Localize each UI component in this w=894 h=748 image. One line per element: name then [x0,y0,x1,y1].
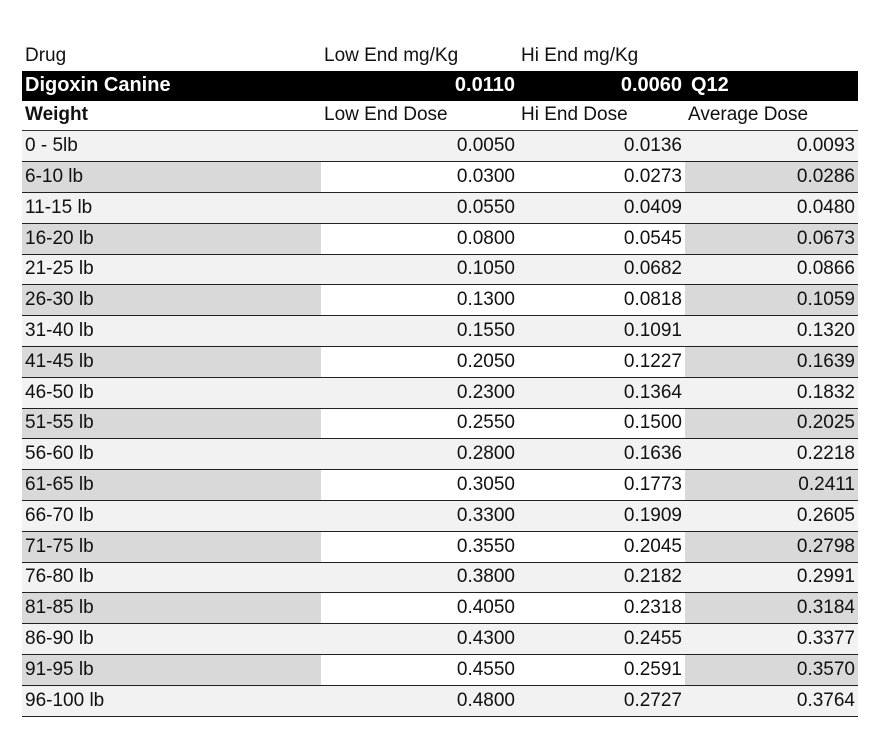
drug-column-label: Drug [25,44,67,66]
avg-dose-cell: 0.3570 [685,655,858,685]
drug-low-end-value: 0.0110 [454,74,515,97]
weight-cell: 51-55 lb [22,409,321,439]
avg-dose-cell: 0.2605 [685,501,858,531]
table-row [22,162,858,193]
hi-dose-cell: 0.0273 [518,162,685,192]
avg-dose-cell: 0.1832 [685,378,858,408]
table-row [22,409,858,440]
weight-cell: 96-100 lb [22,686,321,716]
weight-cell: 71-75 lb [22,532,321,562]
hi-dose-cell: 0.1636 [518,439,685,469]
low-dose-cell: 0.1550 [321,316,518,346]
weight-cell: 41-45 lb [22,347,321,377]
low-dose-cell: 0.3050 [321,470,518,500]
hi-dose-cell: 0.2455 [518,624,685,654]
hi-dose-cell: 0.2318 [518,593,685,623]
hi-dose-cell: 0.0682 [518,255,685,285]
avg-dose-cell: 0.0093 [685,131,858,161]
low-dose-cell: 0.3300 [321,501,518,531]
header-spacer [685,41,858,71]
hi-dose-cell: 0.2727 [518,686,685,716]
weight-cell: 61-65 lb [22,470,321,500]
drug-row [22,71,858,101]
low-dose-cell: 0.1300 [321,285,518,315]
low-dose-cell: 0.4800 [321,686,518,716]
hi-dose-cell: 0.2182 [518,563,685,593]
dosage-table [22,41,858,717]
table-row [22,224,858,255]
avg-dose-cell: 0.0866 [685,255,858,285]
low-end-mgkg-label: Low End mg/Kg [324,44,459,66]
weight-column-header: Weight [25,104,88,126]
avg-dose-cell: 0.0673 [685,224,858,254]
low-dose-cell: 0.4050 [321,593,518,623]
table-body [22,131,858,716]
low-dose-cell: 0.0550 [321,193,518,223]
avg-dose-cell: 0.1059 [685,285,858,315]
hi-dose-cell: 0.0136 [518,131,685,161]
avg-dose-cell: 0.2025 [685,409,858,439]
drug-hi-end-value: 0.0060 [620,74,682,97]
low-dose-cell: 0.3800 [321,563,518,593]
hi-dose-cell: 0.2591 [518,655,685,685]
avg-dose-cell: 0.2798 [685,532,858,562]
avg-dose-cell: 0.1320 [685,316,858,346]
weight-cell: 16-20 lb [22,224,321,254]
low-dose-cell: 0.2050 [321,347,518,377]
column-header-row [22,101,858,132]
table-row [22,378,858,409]
hi-dose-cell: 0.1773 [518,470,685,500]
weight-cell: 11-15 lb [22,193,321,223]
avg-dose-cell: 0.3764 [685,686,858,716]
avg-dose-cell: 0.0286 [685,162,858,192]
low-dose-cell: 0.4300 [321,624,518,654]
avg-dose-cell: 0.2411 [685,470,858,500]
table-header-row [22,41,858,71]
table-row [22,285,858,316]
table-row [22,439,858,470]
hi-dose-cell: 0.1500 [518,409,685,439]
hi-dose-cell: 0.0545 [518,224,685,254]
table-row [22,501,858,532]
hi-dose-cell: 0.0409 [518,193,685,223]
table-row [22,624,858,655]
weight-cell: 66-70 lb [22,501,321,531]
avg-dose-cell: 0.2991 [685,563,858,593]
avg-dose-cell: 0.0480 [685,193,858,223]
table-row [22,316,858,347]
weight-cell: 56-60 lb [22,439,321,469]
hi-dose-cell: 0.1364 [518,378,685,408]
weight-cell: 76-80 lb [22,563,321,593]
hi-dose-column-header: Hi End Dose [521,104,628,126]
table-row [22,255,858,286]
weight-cell: 46-50 lb [22,378,321,408]
drug-frequency: Q12 [691,74,729,97]
avg-dose-cell: 0.1639 [685,347,858,377]
low-dose-cell: 0.1050 [321,255,518,285]
low-dose-column-header: Low End Dose [324,104,448,126]
avg-dose-column-header: Average Dose [688,104,809,126]
hi-dose-cell: 0.0818 [518,285,685,315]
low-dose-cell: 0.2550 [321,409,518,439]
weight-cell: 26-30 lb [22,285,321,315]
low-dose-cell: 0.0300 [321,162,518,192]
low-dose-cell: 0.2300 [321,378,518,408]
avg-dose-cell: 0.2218 [685,439,858,469]
weight-cell: 0 - 5lb [22,131,321,161]
table-row [22,193,858,224]
hi-dose-cell: 0.1227 [518,347,685,377]
table-row [22,131,858,162]
drug-name: Digoxin Canine [25,74,171,97]
weight-cell: 21-25 lb [22,255,321,285]
table-row [22,532,858,563]
table-row [22,347,858,378]
weight-cell: 81-85 lb [22,593,321,623]
hi-dose-cell: 0.2045 [518,532,685,562]
table-row [22,655,858,686]
low-dose-cell: 0.0800 [321,224,518,254]
avg-dose-cell: 0.3377 [685,624,858,654]
weight-cell: 86-90 lb [22,624,321,654]
weight-cell: 91-95 lb [22,655,321,685]
table-row [22,686,858,717]
weight-cell: 6-10 lb [22,162,321,192]
hi-end-mgkg-label: Hi End mg/Kg [521,44,639,66]
hi-dose-cell: 0.1909 [518,501,685,531]
low-dose-cell: 0.2800 [321,439,518,469]
table-row [22,563,858,594]
weight-cell: 31-40 lb [22,316,321,346]
low-dose-cell: 0.3550 [321,532,518,562]
table-row [22,470,858,501]
low-dose-cell: 0.0050 [321,131,518,161]
low-dose-cell: 0.4550 [321,655,518,685]
table-row [22,593,858,624]
avg-dose-cell: 0.3184 [685,593,858,623]
hi-dose-cell: 0.1091 [518,316,685,346]
